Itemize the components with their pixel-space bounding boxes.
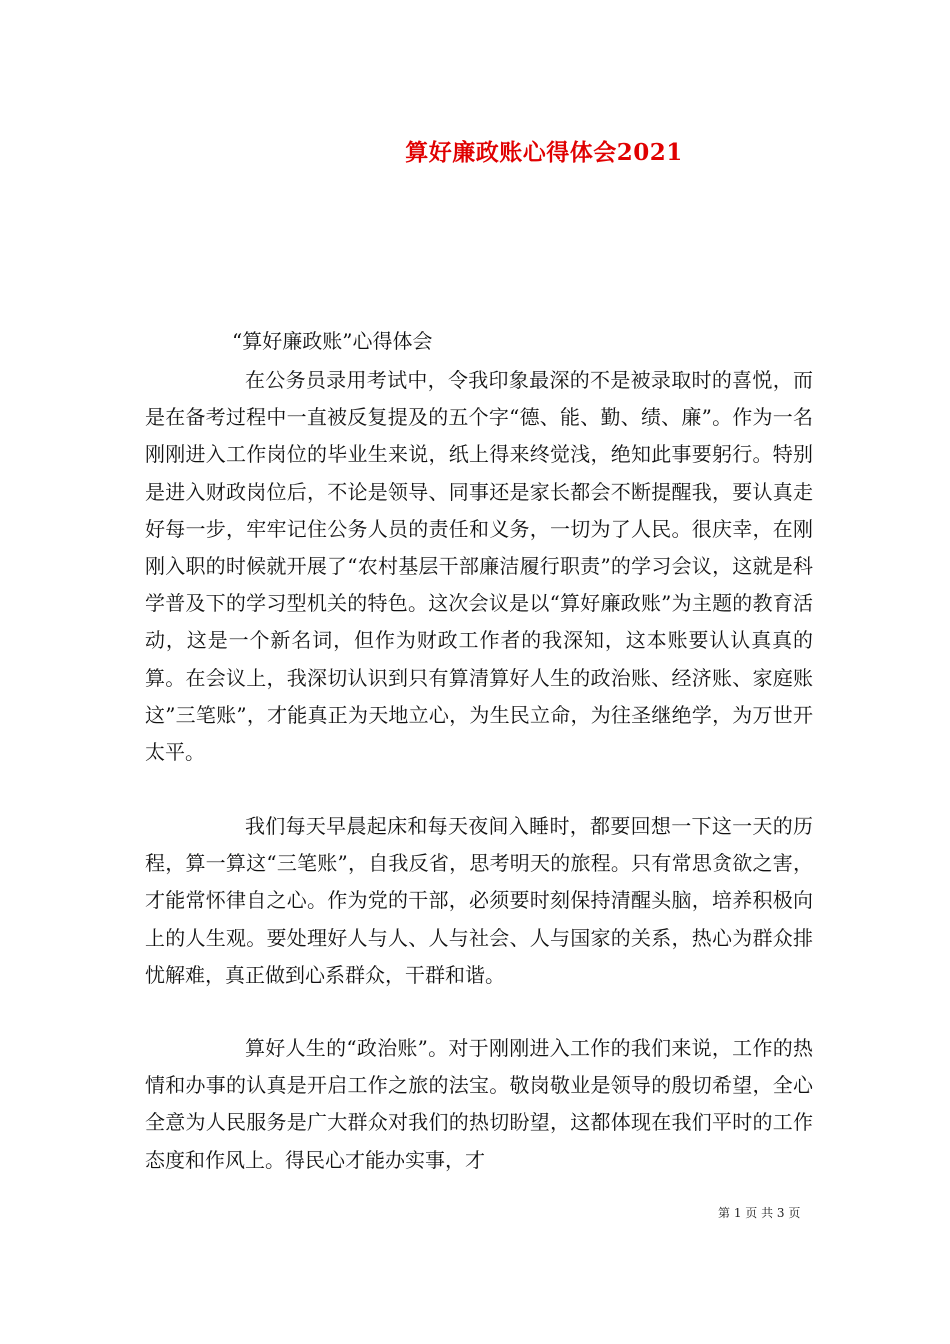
document-subtitle: “算好廉政账”心得体会 <box>232 329 433 353</box>
document-title: 算好廉政账心得体会2021 <box>405 139 683 166</box>
body-paragraph-3: 算好人生的“政治账”。对于刚刚进入工作的我们来说，工作的热情和办事的认真是开启工作之旅的法宝。敬岗敬业是领导的殷切希望，全心全意为人民服务是广大群众对我们的热切盼望，这都体现在我们平时的工作态度和作风上。得民心才能办实事，才 <box>145 1036 813 1172</box>
body-paragraph-2: 我们每天早晨起床和每天夜间入睡时，都要回想一下这一天的历程，算一算这“三笔账”，自我反省，思考明天的旅程。只有常思贪欲之害，才能常怀律自之心。作为党的干部，必须要时刻保持清醒头脑，培养积极向上的人生观。要处理好人与人、人与社会、人与国家的关系，热心为群众排忧解难，真正做到心系群众，干群和谐。 <box>145 814 813 987</box>
body-paragraph-1: 在公务员录用考试中，令我印象最深的不是被录取时的喜悦，而是在备考过程中一直被反复提及的五个字“德、能、勤、绩、廉”。作为一名刚刚进入工作岗位的毕业生来说，纸上得来终觉浅，绝知此事要躬行。特别是进入财政岗位后，不论是领导、同事还是家长都会不断提醒我，要认真走好每一步，牢牢记住公务人员的责任和义务，一切为了人民。很庆幸，在刚刚入职的时候就开展了“农村基层干部廉洁履行职责”的学习会议，这就是科学普及下的学习型机关的特色。这次会议是以“算好廉政账”为主题的教育活动，这是一个新名词，但作为财政工作者的我深知，这本账要认认真真的算。在会议上，我深切认识到只有算清算好人生的政治账、经济账、家庭账这”三笔账”，才能真正为天地立心，为生民立命，为往圣继绝学，为万世开太平。 <box>145 368 813 765</box>
page-number-footer: 第 1 页 共 3 页 <box>718 1206 801 1220</box>
